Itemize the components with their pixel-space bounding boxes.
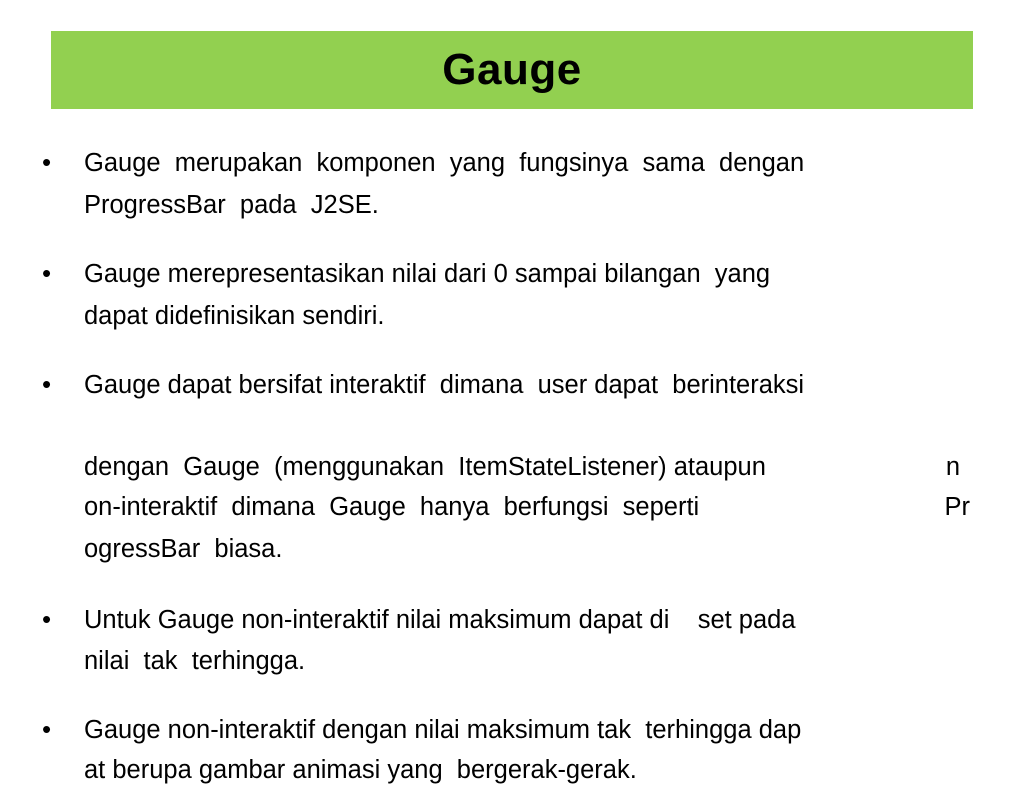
bullet-3-line-2 [84, 447, 970, 487]
bullet-marker: • [42, 258, 52, 288]
bullet-marker: • [42, 147, 52, 177]
bullet-marker: • [42, 604, 52, 634]
bullet-1-line-1: Gauge merupakan komponen yang fungsinya sama dengan [84, 149, 805, 177]
slide-title: Gauge [442, 45, 582, 94]
bullet-3-line-2-tail: n [945, 453, 960, 481]
bullet-marker: • [42, 369, 52, 399]
bullet-3-line-3 [84, 487, 970, 527]
bullet-3-line-3-tail: Pr [944, 493, 970, 521]
bullet-1-line-2: ProgressBar pada J2SE. [84, 191, 379, 219]
bullet-3-line-2-text: dengan Gauge (menggunakan ItemStateListener) ataupun [84, 453, 766, 481]
bullet-5-line-2: at berupa gambar animasi yang bergerak-gerak. [84, 756, 637, 784]
bullet-3-line-4: ogressBar biasa. [84, 535, 283, 563]
bullet-3-line-3-text: on-interaktif dimana Gauge hanya berfungsi seperti [84, 493, 700, 521]
bullet-2-line-1: Gauge merepresentasikan nilai dari 0 sampai bilangan yang [84, 260, 771, 288]
bullet-2-line-2: dapat didefinisikan sendiri. [84, 302, 385, 330]
bullet-marker: • [42, 714, 52, 744]
bullet-4-line-2: nilai tak terhingga. [84, 647, 306, 675]
bullet-4-line-1: Untuk Gauge non-interaktif nilai maksimum dapat di set pada [84, 606, 796, 634]
bullet-5-line-1: Gauge non-interaktif dengan nilai maksimum tak terhingga dap [84, 716, 802, 744]
bullet-3-line-1: Gauge dapat bersifat interaktif dimana user dapat berinteraksi [84, 371, 805, 399]
